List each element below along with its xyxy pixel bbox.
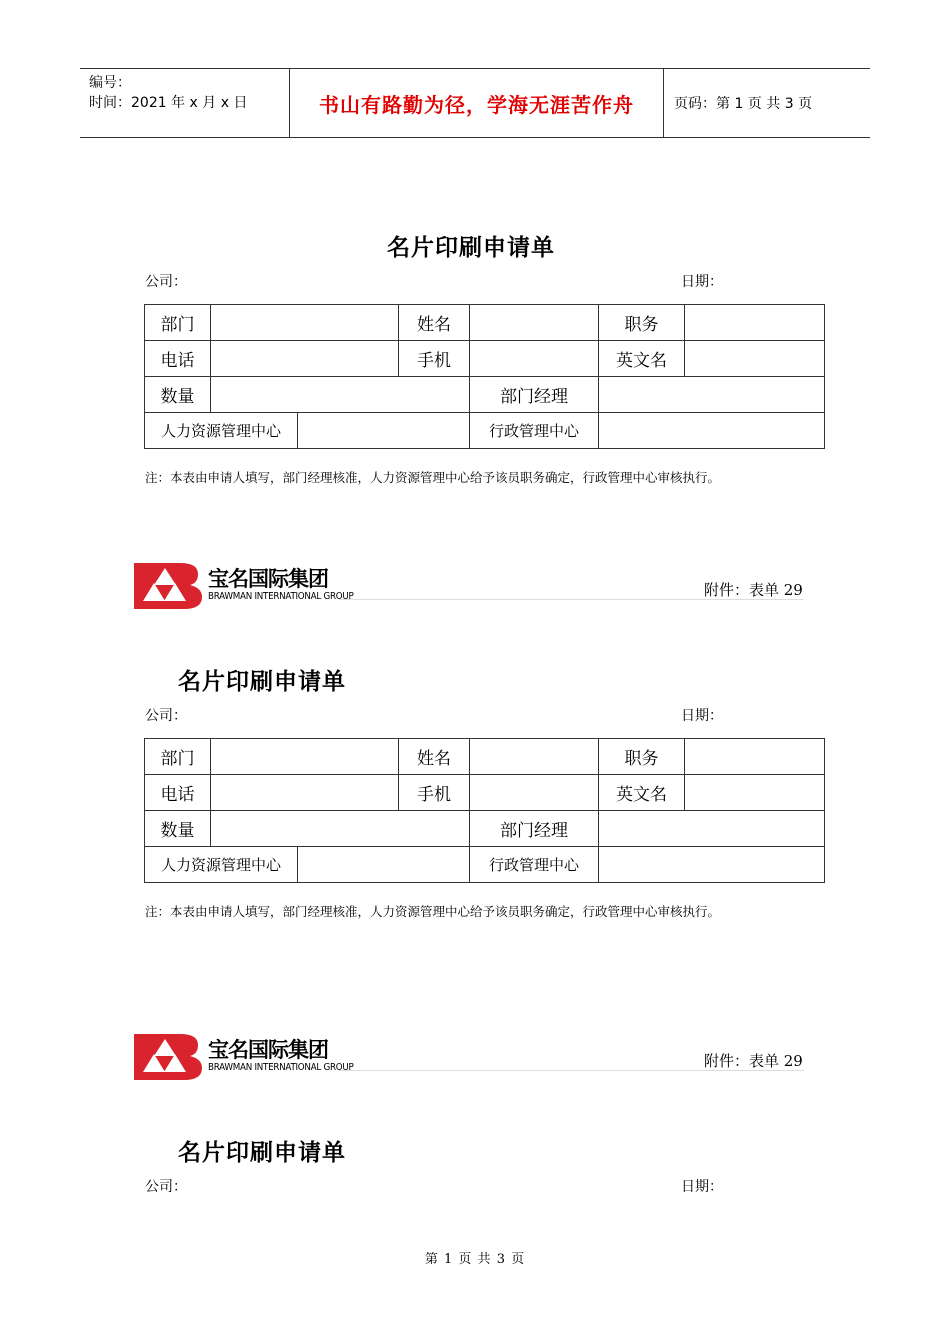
date-label: 日期：: [681, 1179, 723, 1195]
label-hr-center: 人力资源管理中心: [145, 413, 298, 449]
form-title: 名片印刷申请单: [178, 669, 346, 695]
field-admin-center[interactable]: [599, 413, 825, 449]
date-label: 日期：: [681, 708, 723, 724]
label-quantity: 数量: [145, 811, 211, 847]
field-department[interactable]: [211, 739, 399, 775]
page-footer: 第 1 页 共 3 页: [424, 1252, 526, 1267]
label-name: 姓名: [399, 305, 470, 341]
label-department: 部门: [145, 305, 211, 341]
header-left: [80, 69, 290, 137]
label-quantity: 数量: [145, 377, 211, 413]
request-form-table: [144, 304, 825, 449]
label-phone: 电话: [145, 341, 211, 377]
number-label: 编号：: [89, 75, 131, 91]
label-dept-manager: 部门经理: [470, 811, 599, 847]
field-position[interactable]: [685, 739, 825, 775]
label-admin-center: 行政管理中心: [470, 413, 599, 449]
label-mobile: 手机: [399, 775, 470, 811]
attachment-label: 附件：表单 29: [704, 1052, 803, 1070]
field-admin-center[interactable]: [599, 847, 825, 883]
form-note: 注：本表由申请人填写，部门经理核准，人力资源管理中心给予该员职务确定，行政管理中心审核执行。: [145, 904, 721, 919]
form-note: 注：本表由申请人填写，部门经理核准，人力资源管理中心给予该员职务确定，行政管理中心审核执行。: [145, 470, 721, 485]
field-quantity[interactable]: [211, 811, 470, 847]
label-position: 职务: [599, 739, 685, 775]
attachment-label: 附件：表单 29: [704, 581, 803, 599]
label-admin-center: 行政管理中心: [470, 847, 599, 883]
request-form-table: [144, 738, 825, 883]
field-hr-center[interactable]: [298, 413, 470, 449]
logo-cn-name: 宝名国际集团: [208, 1038, 328, 1062]
field-mobile[interactable]: [470, 775, 599, 811]
field-hr-center[interactable]: [298, 847, 470, 883]
field-dept-manager[interactable]: [599, 377, 825, 413]
label-department: 部门: [145, 739, 211, 775]
header-motto: 书山有路勤为径，学海无涯苦作舟: [290, 69, 664, 137]
field-quantity[interactable]: [211, 377, 470, 413]
brawman-logo-icon: [134, 1034, 202, 1080]
label-name: 姓名: [399, 739, 470, 775]
form-title: 名片印刷申请单: [178, 1140, 346, 1166]
label-mobile: 手机: [399, 341, 470, 377]
brawman-logo-icon: [134, 563, 202, 609]
label-hr-center: 人力资源管理中心: [145, 847, 298, 883]
logo-cn-name: 宝名国际集团: [208, 567, 328, 591]
field-mobile[interactable]: [470, 341, 599, 377]
company-label: 公司：: [145, 708, 187, 724]
company-label: 公司：: [145, 1179, 187, 1195]
header-page-info: 页码：第 1 页 共 3 页: [674, 96, 813, 112]
page-header: [80, 68, 870, 138]
field-department[interactable]: [211, 305, 399, 341]
logo-en-name: BRAWMAN INTERNATIONAL GROUP: [208, 1062, 354, 1073]
field-phone[interactable]: [211, 775, 399, 811]
label-english-name: 英文名: [599, 341, 685, 377]
label-position: 职务: [599, 305, 685, 341]
field-dept-manager[interactable]: [599, 811, 825, 847]
time-label: 时间：2021 年 x 月 x 日: [89, 95, 248, 111]
logo-en-name: BRAWMAN INTERNATIONAL GROUP: [208, 591, 354, 602]
label-phone: 电话: [145, 775, 211, 811]
field-position[interactable]: [685, 305, 825, 341]
label-dept-manager: 部门经理: [470, 377, 599, 413]
field-name[interactable]: [470, 739, 599, 775]
field-english-name[interactable]: [685, 775, 825, 811]
label-english-name: 英文名: [599, 775, 685, 811]
form-title: 名片印刷申请单: [387, 235, 555, 261]
company-label: 公司：: [145, 274, 187, 290]
field-phone[interactable]: [211, 341, 399, 377]
date-label: 日期：: [681, 274, 723, 290]
field-name[interactable]: [470, 305, 599, 341]
field-english-name[interactable]: [685, 341, 825, 377]
